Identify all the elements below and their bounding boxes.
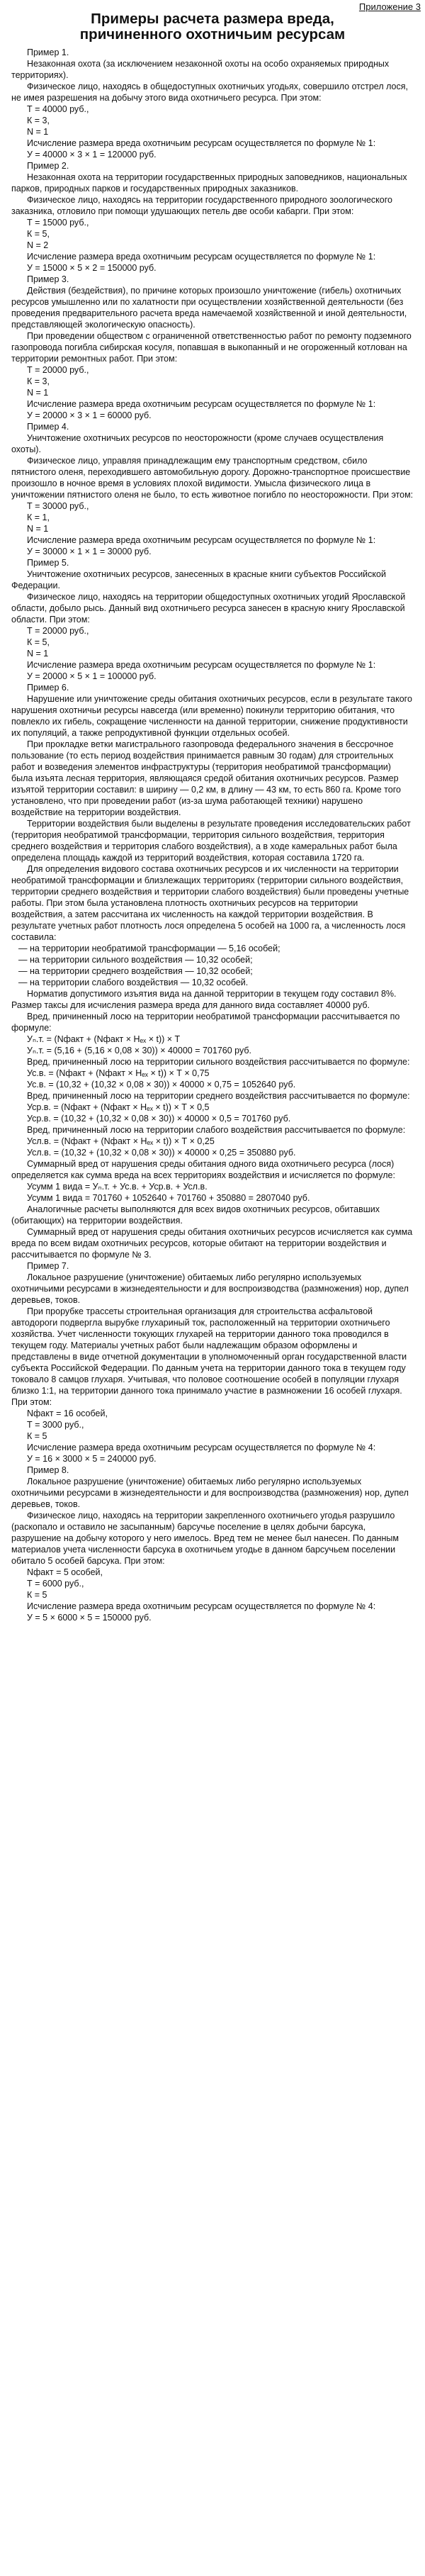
variable-line: N = 1 (27, 388, 49, 398)
body-paragraph: Для определения видового состава охотничьих ресурсов и их численности на территории необратимой трансформации и близлежащих территориях (территории сильного воздействия, территории среднего воздействия и территории слабого воздействия) были проведены учетные работы. При этом была установлена плотность охотничьих ресурсов на территории воздействия, а затем рассчитана их численность на каждой территории воздействия. В результате учетных работ плотность лося определена 5 особей на 1000 га, а численность лося составила: (11, 864, 409, 942)
body-paragraph: Вред, причиненный лосю на территории сильного воздействия рассчитывается по формуле: (27, 1057, 410, 1067)
variable-line: Т = 20000 руб., (27, 626, 89, 636)
body-paragraph: Нарушение или уничтожение среды обитания охотничьих ресурсов, если в результате такого нарушения охотничьи ресурсы навсегда (или временно) покинули территорию обитания, что повлекло их гибель, сокращение численности на данной территории, снижение продуктивности их популяций, а также репродуктивной функции отдельных особей. (11, 694, 412, 738)
formula-line: У = 20000 × 3 × 1 = 60000 руб. (27, 410, 152, 420)
variable-line: Nфакт = 5 особей, (27, 1567, 103, 1577)
variable-line: К = 1, (27, 513, 50, 522)
appendix-label: Приложение 3 (358, 1, 421, 12)
body-paragraph: Исчисление размера вреда охотничьим ресурсам осуществляется по формуле № 1: (27, 535, 376, 545)
body-paragraph: Вред, причиненный лосю на территории среднего воздействия рассчитывается по формуле: (27, 1091, 410, 1101)
list-item: — на территории среднего воздействия — 10,32 особей; (18, 966, 253, 976)
variable-line: Т = 3000 руб., (27, 1420, 84, 1430)
body-paragraph: Физическое лицо, находясь на территории общедоступных охотничьих угодий Ярославской области, добыло рысь. Данный вид охотничьего ресурса занесен в красную книгу Ярославской области. При этом: (11, 592, 406, 625)
body-paragraph: Локальное разрушение (уничтожение) обитаемых либо регулярно используемых охотничьими ресурсами в жизнедеятельности и для воспроизводства (размножения) нор, дупел деревьев, токов. (11, 1477, 409, 1509)
formula-line: Усл.в. = (Nфакт + (Nфакт × Нₑₓ × t)) × Т × 0,25 (27, 1136, 215, 1146)
body-paragraph: Исчисление размера вреда охотничьим ресурсам осуществляется по формуле № 4: (27, 1601, 376, 1611)
body-paragraph: Незаконная охота (за исключением незаконной охоты на особо охраняемых природных территориях). (11, 59, 390, 80)
body-paragraph: Физическое лицо, управляя принадлежащим ему транспортным средством, сбило пятнистого оленя, переходившего автомобильную дорогу. Дорожно-транспортное происшествие произошло в ночное время в условиях плохой видимости. Умысла физического лица в уничтожении пятнистого оленя не было, то есть животное погибло по неосторожности. При этом: (11, 456, 414, 500)
formula-line: У = 16 × 3000 × 5 = 240000 руб. (27, 1454, 157, 1464)
formula-line: У = 20000 × 5 × 1 = 100000 руб. (27, 671, 157, 681)
body-paragraph: При прокладке ветки магистрального газопровода федерального значения в бессрочное пользование (то есть период воздействия принимается равным 30 годам) для строительных работ и возведения элементов инфраструктуры (территория необратимой трансформации) была изъята лесная территория, являющаяся средой обитания охотничьих ресурсов. Размер изъятой территории составил: в ширину — 0,2 км, в длину — 43 км, то есть 860 га. Кроме того установлено, что при проведении работ (из-за шума работающей техники) нарушено воздействие на территории воздействия. (11, 739, 401, 817)
formula-line: Ус.в. = (Nфакт + (Nфакт × Нₑₓ × t)) × Т × 0,75 (27, 1068, 210, 1078)
formula-line: Усл.в. = (10,32 + (10,32 × 0,08 × 30)) × 40000 × 0,25 = 350880 руб. (27, 1148, 296, 1158)
variable-line: N = 1 (27, 524, 49, 534)
formula-line: У = 30000 × 1 × 1 = 30000 руб. (27, 547, 152, 556)
formula-line: Уср.в. = (Nфакт + (Nфакт × Нₑₓ × t)) × Т × 0,5 (27, 1102, 210, 1112)
example-heading: Пример 3. (27, 274, 69, 284)
formula-line: Усумм 1 вида = Уₙ.т. + Ус.в. + Уср.в. + Усл.в. (27, 1182, 208, 1192)
list-item: — на территории слабого воздействия — 10,32 особей. (18, 978, 249, 987)
formula-line: У = 5 × 6000 × 5 = 150000 руб. (27, 1613, 152, 1623)
variable-line: К = 5 (27, 1590, 47, 1600)
example-heading: Пример 6. (27, 683, 69, 693)
formula-line: У = 40000 × 3 × 1 = 120000 руб. (27, 150, 157, 159)
formula-line: Ус.в. = (10,32 + (10,32 × 0,08 × 30)) × 40000 × 0,75 = 1052640 руб. (27, 1080, 296, 1090)
document-body (0, 43, 425, 1623)
body-paragraph: Суммарный вред от нарушения среды обитания охотничьих ресурсов исчисляется как сумма вреда по всем видам охотничьих ресурсов, которые обитают на территории воздействия и рассчитывается по формуле № 3. (11, 1227, 413, 1260)
example-heading: Пример 4. (27, 422, 69, 432)
body-paragraph: Действия (бездействия), по причине которых произошло уничтожение (гибель) охотничьих ресурсов умышленно или по халатности при осуществлении хозяйственной деятельности (без проведения предварительного расчета вреда намечаемой хозяйственной и иной деятельности, представляющей экологическую опасность). (11, 286, 407, 330)
body-paragraph: Территории воздействия были выделены в результате проведения исследовательских работ (территория необратимой трансформации, территория сильного воздействия, территория среднего воздействия и территория слабого воздействия), а в ходе камеральных работ была определена площадь каждой из территорий воздействия, которая составила 1720 га. (11, 819, 411, 863)
variable-line: N = 1 (27, 127, 49, 137)
variable-line: N = 2 (27, 240, 49, 250)
body-paragraph: При проведении обществом с ограниченной ответственностью работ по ремонту подземного газопровода погибла сибирская косуля, попавшая в выкопанный и не огороженный котлован на территории ремонтных работ. При этом: (11, 331, 412, 364)
example-heading: Пример 7. (27, 1261, 69, 1271)
formula-line: Уₙ.т. = (5,16 + (5,16 × 0,08 × 30)) × 40000 = 701760 руб. (27, 1046, 251, 1055)
variable-line: Т = 20000 руб., (27, 365, 89, 375)
variable-line: К = 5, (27, 229, 50, 239)
variable-line: Т = 40000 руб., (27, 104, 89, 114)
body-paragraph: Вред, причиненный лосю на территории слабого воздействия рассчитывается по формуле: (27, 1125, 406, 1135)
body-paragraph: При прорубке трассеты строительная организация для строительства асфальтовой автодороги подвергла вырубке глухариный ток, расположенный на территории охотничьего хозяйства. Учет численности токующих глухарей на территории данного тока проводился в текущем году. Материалы учетных работ были надлежащим образом оформлены и представлены в виде отчетной документации в уполномоченный орган государственной власти субъекта Российской Федерации. По данным учета на территории данного тока в текущем году токовало 8 самцов глухаря. Учитывая, что половое соотношение особей в популяции глухаря близко 1:1, на территории данного тока принимало участие в размножении 16 особей глухаря. При этом: (11, 1306, 407, 1407)
body-paragraph: Локальное разрушение (уничтожение) обитаемых либо регулярно используемых охотничьими ресурсами в жизнедеятельности и для воспроизводства (размножения) нор, дупел деревьев, токов. (11, 1272, 409, 1305)
body-paragraph: Уничтожение охотничьих ресурсов по неосторожности (кроме случаев осуществления охоты). (11, 433, 384, 454)
body-paragraph: Вред, причиненный лосю на территории необратимой трансформации рассчитывается по формуле: (11, 1012, 400, 1033)
variable-line: Т = 30000 руб., (27, 501, 89, 511)
body-paragraph: Исчисление размера вреда охотничьим ресурсам осуществляется по формуле № 1: (27, 660, 376, 670)
body-paragraph: Исчисление размера вреда охотничьим ресурсам осуществляется по формуле № 4: (27, 1443, 376, 1452)
title-line: причиненного охотничьим ресурсам (79, 26, 346, 43)
example-heading: Пример 2. (27, 161, 69, 171)
variable-line: Т = 15000 руб., (27, 218, 89, 228)
list-item: — на территории сильного воздействия — 10,32 особей; (18, 955, 253, 965)
body-paragraph: Физическое лицо, находясь на территории государственного природного зоологического заказника, отловило при помощи удушающих петель две особи кабарги. При этом: (11, 195, 392, 216)
body-paragraph: Уничтожение охотничьих ресурсов, занесенных в красные книги субъектов Российской Федерации. (11, 569, 386, 590)
example-heading: Пример 1. (27, 47, 69, 57)
body-paragraph: Аналогичные расчеты выполняются для всех видов охотничьих ресурсов, обитавших (обитающих) на территории воздействия. (11, 1204, 380, 1226)
title-line: Примеры расчета размера вреда, (91, 11, 334, 27)
variable-line: Т = 6000 руб., (27, 1579, 84, 1589)
body-paragraph: Суммарный вред от нарушения среды обитания одного вида охотничьего ресурса (лося) определяется как сумма вреда на всех территориях воздействия и исчисляется по формуле: (11, 1159, 395, 1180)
variable-line: К = 3, (27, 116, 50, 125)
body-paragraph: Незаконная охота на территории государственных природных заповедников, национальных парков, природных парков и государственных природных заказников. (11, 172, 407, 194)
variable-line: Nфакт = 16 особей, (27, 1409, 108, 1418)
body-paragraph: Исчисление размера вреда охотничьим ресурсам осуществляется по формуле № 1: (27, 138, 376, 148)
body-paragraph: Физическое лицо, находясь на территории закрепленного охотничьего угодья разрушило (раскопало и оставило не засыпанным) барсучье поселение в целях добычи барсука, разрушение на добычу которого у него имелось. Вред тем не менее был нанесен. По данным материалов учета численности барсука в охотничьем угодье в данном барсучьем поселении обитало 5 особей барсука. При этом: (11, 1511, 399, 1566)
formula-line: Уₙ.т. = (Nфакт + (Nфакт × Нₑₓ × t)) × T (27, 1034, 181, 1044)
body-paragraph: Исчисление размера вреда охотничьим ресурсам осуществляется по формуле № 1: (27, 399, 376, 409)
formula-line: Уср.в. = (10,32 + (10,32 × 0,08 × 30)) × 40000 × 0,5 = 701760 руб. (27, 1114, 291, 1124)
example-heading: Пример 8. (27, 1465, 69, 1475)
variable-line: К = 3, (27, 376, 50, 386)
variable-line: N = 1 (27, 649, 49, 659)
body-paragraph: Физическое лицо, находясь в общедоступных охотничьих угодьях, совершило отстрел лося, не имея разрешения на добычу этого вида охотничьего ресурса. При этом: (11, 82, 408, 103)
example-heading: Пример 5. (27, 558, 69, 568)
variable-line: К = 5 (27, 1431, 47, 1441)
list-item: — на территории необратимой трансформации — 5,16 особей; (18, 943, 280, 953)
body-paragraph: Норматив допустимого изъятия вида на данной территории в текущем году составил 8%. Размер таксы для исчисления размера вреда для данного вида составляет 40000 руб. (11, 989, 397, 1010)
body-paragraph: Исчисление размера вреда охотничьим ресурсам осуществляется по формуле № 1: (27, 252, 376, 262)
formula-line: У = 15000 × 5 × 2 = 150000 руб. (27, 263, 157, 273)
variable-line: К = 5, (27, 637, 50, 647)
formula-line: Усумм 1 вида = 701760 + 1052640 + 701760 + 350880 = 2807040 руб. (27, 1193, 310, 1203)
